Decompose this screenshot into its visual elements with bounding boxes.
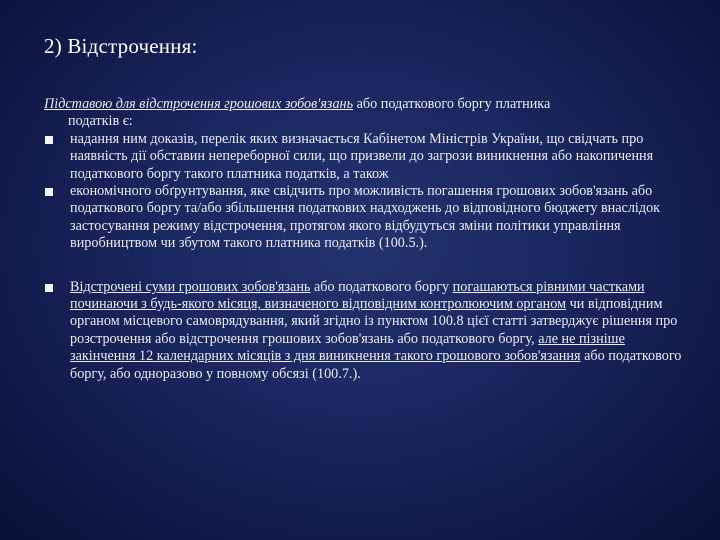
square-bullet-icon	[45, 188, 53, 196]
intro-continuation: податків є:	[68, 113, 133, 130]
deferred-amounts-text: Відстрочені суми грошових зобов'язань	[70, 278, 311, 295]
bullet-text: надання ним доказів, перелік яких визначається Кабінетом Міністрів України, що свідчать про наявність дії обставин непереборної сили, що призвели до загрози виникнення або накопичення податкового боргу такого платника податків, а також	[70, 130, 654, 182]
plain-text: або податкового боргу, або одноразово у повному обсязі (100.7.).	[70, 348, 682, 382]
square-bullet-icon	[45, 136, 53, 144]
spacer	[44, 253, 684, 279]
repayment-terms-text: погашаються рівними частками починаючи з будь-якого місяця, визначеного відповідним контролюючим органом	[70, 278, 645, 313]
intro-rest: або податкового боргу платника	[356, 96, 551, 112]
slide-content	[44, 96, 684, 383]
bullet-item-2	[44, 183, 684, 253]
slide-title: 2) Відстрочення:	[44, 34, 198, 58]
intro-lead: Підставою для відстрочення грошових зобов'язань	[44, 96, 354, 112]
plain-text: або податкового боргу	[310, 278, 453, 295]
bullet-item-1	[44, 131, 684, 183]
bullet-text: економічного обґрунтування, яке свідчить про можливість погашення грошових зобов'язань або податкового боргу та/або збільшення податкових надходжень до відповідного бюджету внаслідок застосування режиму відстрочення, протягом якого відбудуться зміни політики управління виробництвом чи збутом такого платника податків (100.5.).	[70, 183, 661, 252]
plain-text: чи відповідним органом місцевого самоврядування, який згідно із пунктом 100.8 цієї статті затверджує рішення про розстрочення або відстрочення грошових зобов'язань або податкового боргу,	[70, 296, 678, 347]
square-bullet-icon	[45, 284, 53, 292]
bullet-item-3	[44, 279, 684, 383]
deadline-text: але не пізніше закінчення 12 календарних місяців з дня виникнення такого грошового зобов'язання	[70, 330, 625, 365]
intro-paragraph	[44, 96, 684, 131]
